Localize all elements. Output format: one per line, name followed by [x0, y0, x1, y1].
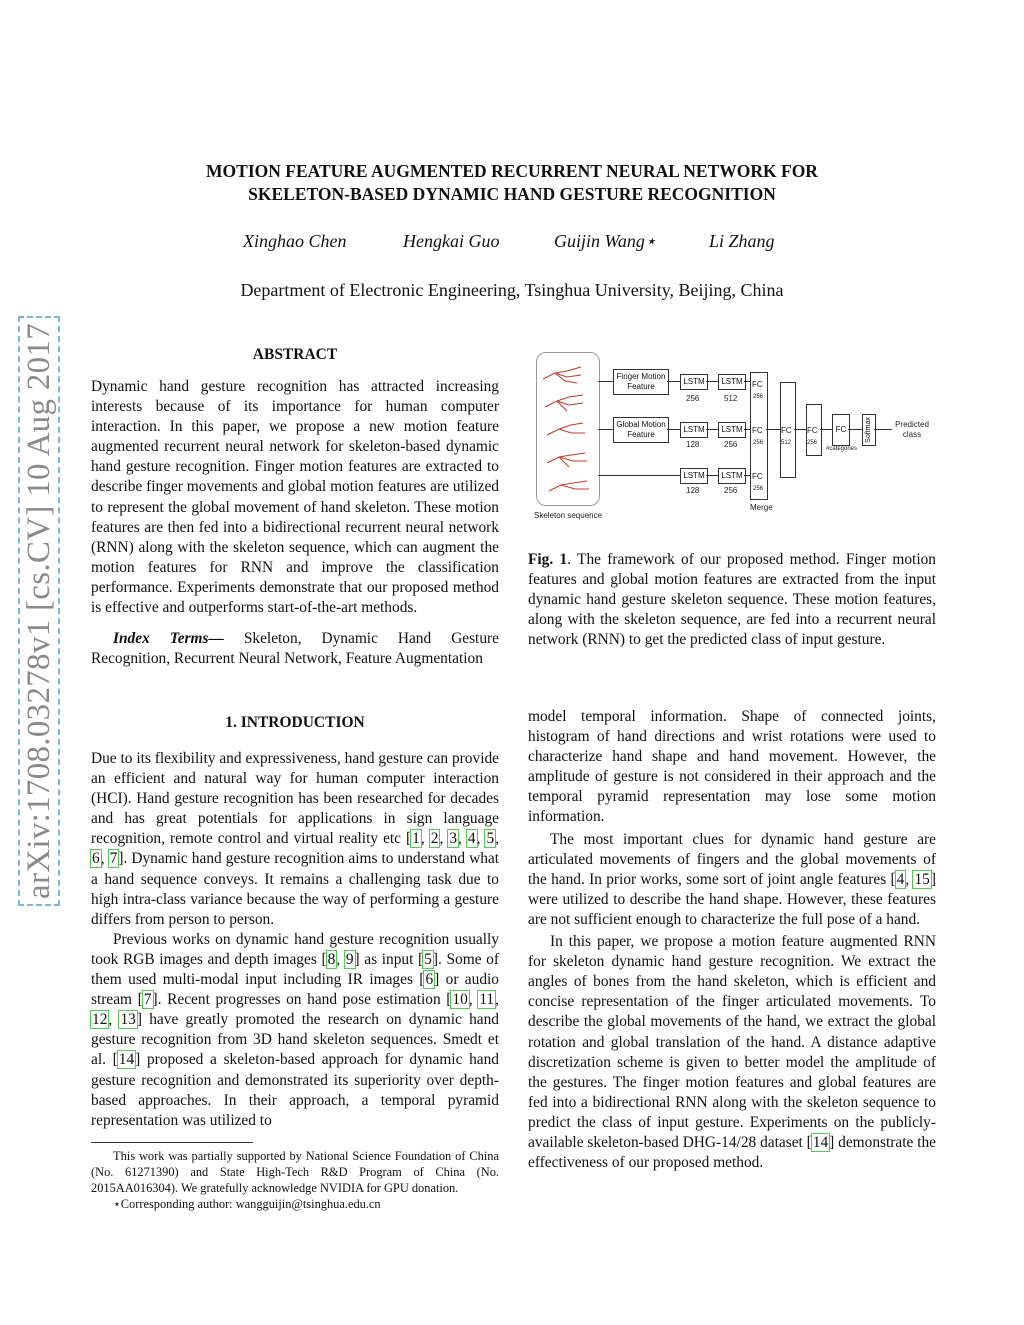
index-terms-label: Index Terms— [113, 630, 224, 648]
intro-heading: 1. INTRODUCTION [225, 714, 365, 731]
skeleton-hand-icons [537, 353, 599, 505]
citation-link[interactable]: 4 [896, 870, 905, 888]
connector [820, 429, 832, 430]
author-2: Hengkai Guo [403, 231, 500, 251]
citation-link[interactable]: 3 [449, 830, 458, 848]
softmax-box [862, 414, 876, 446]
unit-label: 256 [724, 486, 738, 495]
lstm-box: LSTM [718, 422, 746, 438]
unit-label: 256 [807, 440, 818, 446]
intro-paragraph-3: model temporal information. Shape of connected joints, histogram of hand directions and wrist rotations were used to characterize hand shape and hand movement. However, the amplitude of gesture is not considered in their approach and the temporal pyramid representation may lose some motion information. [528, 708, 936, 826]
fc-label: FC [752, 380, 763, 389]
skeleton-sequence-panel [536, 352, 600, 506]
intro-p4-text-a: The most important clues for dynamic hand gesture are articulated movements of fingers and the global movements of the hand. In prior works, some sort of joint angle features [ [528, 830, 936, 888]
citation-link[interactable]: 5 [486, 830, 495, 848]
intro-paragraph-5 [528, 932, 936, 1173]
connector [598, 475, 680, 476]
lstm-box: LSTM [680, 468, 708, 484]
intro-p5-text-a: In this paper, we propose a motion feature augmented RNN for skeleton dynamic hand gesture recognition. We extract the angles of bones from the hand skeleton, which is efficient and concise representation of the finger articulated movements. To describe the global movements of the hand, we extract the global rotation and global translation of the hand. A distance adaptive discretization scheme is given to better model the amplitude of the gestures. The finger motion features and global features are fed into a bidirectional RNN along with the skeleton sequence to predict the class of input gesture. Experiments on the publicly-available skeleton-based DHG-14/28 dataset [ [528, 933, 936, 1151]
caption-body: . The framework of our proposed method. Finger motion features and global motion features are extracted from the input dynamic hand gesture skeleton sequence. These motion features, along with the skeleton sequence, are fed into a recurrent neural network (RNN) to get the predicted class of input gesture. [528, 551, 937, 649]
citation-link[interactable]: 9 [345, 950, 354, 968]
footnotes [91, 1142, 499, 1212]
fc-label: FC [781, 426, 792, 435]
author-list [0, 231, 1024, 255]
merge-label: Merge [750, 503, 773, 512]
caption-label: Fig. 1 [528, 551, 568, 568]
title-line-2: SKELETON-BASED DYNAMIC HAND GESTURE RECOGNITION [248, 184, 776, 204]
unit-label: 512 [781, 440, 792, 446]
intro-p2-text-b: ] as input [ [354, 950, 424, 968]
unit-label: 256 [753, 394, 764, 400]
unit-label: 256 [686, 394, 700, 403]
intro-paragraph-1: Due to its flexibility and expressiveness, hand gesture can provide an efficient and natural way for human computer interaction (HCI). Hand gesture recognition has been researched for decades and has great potentials for applications in sign language recognition, remote control and virtual reality etc [1, 2, 3, 4, 5, 6, 7]. Dynamic hand gesture recognition aims to understand what a hand sequence conveys. It remains a challenging task due to high intra-class variance because the way of performing a gesture differs from person to person. [91, 750, 500, 928]
connector [598, 381, 613, 382]
intro-p2-text-e: ]. Recent progresses on hand pose estimation [ [152, 991, 452, 1009]
intro-p2-text-a: Previous works on dynamic hand gesture recognition usually took RGB images and depth images [ [91, 930, 499, 968]
citation-link[interactable]: 6 [425, 971, 434, 989]
unit-label: 128 [686, 440, 700, 449]
citation-link[interactable]: 11 [479, 991, 495, 1009]
citation-link[interactable]: 1 [412, 830, 420, 848]
intro-p2-text-g: ] proposed a skeleton-based approach for dynamic hand gesture recognition and demonstrated its superiority over depth-based approaches. In their approach, a temporal pyramid representation was utilized to [91, 1051, 499, 1129]
citation-link[interactable]: 12 [92, 1011, 108, 1029]
citation-link[interactable]: 10 [452, 991, 468, 1009]
footnote-funding: This work was partially supported by National Science Foundation of China (No. 61271390) and State High-Tech R&D Program of China (No. 2015AA016304). We gratefully acknowledge NVIDIA for GPU donation. [91, 1149, 499, 1195]
intro-p1-text-b: ]. Dynamic hand gesture recognition aims to understand what a hand sequence conveys. It remains a challenging task due to high intra-class variance because the way of performing a gesture differs from person to person. [91, 850, 500, 928]
arxiv-stamp: arXiv:1708.03278v1 [cs.CV] 10 Aug 2017 [16, 314, 62, 908]
abstract-section [91, 346, 499, 669]
intro-p2-text-d: ] or audio stream [ [91, 971, 499, 1009]
intro-p2-text-c: ]. Some of them used multi-modal input including IR images [ [91, 950, 499, 989]
footnote-corresponding: ⋆Corresponding author: wangguijin@tsinghua.edu.cn [113, 1197, 381, 1211]
citation-link[interactable]: 5 [424, 950, 432, 968]
fc-label: FC [752, 426, 763, 435]
categories-label: #categories [826, 446, 858, 452]
figure-1-framework [528, 342, 940, 528]
fc-label: FC [807, 426, 818, 435]
finger-motion-feature-box: Finger Motion Feature [613, 369, 669, 395]
citation-link[interactable]: 7 [143, 991, 152, 1009]
global-motion-feature-box: Global Motion Feature [613, 417, 669, 443]
intro-p4-text-b: ] were utilized to describe the hand shape. However, these features are not sufficient enough to characterize the full pose of a hand. [528, 870, 936, 928]
connector [794, 429, 806, 430]
citation-link[interactable]: 7 [109, 850, 118, 868]
author-4: Li Zhang [709, 231, 775, 251]
unit-label: 256 [753, 486, 764, 492]
connector [706, 429, 718, 430]
author-3: Guijin Wang⋆ [554, 231, 657, 251]
author-1: Xinghao Chen [243, 231, 347, 251]
citation-link[interactable]: 2 [430, 830, 439, 848]
lstm-box: LSTM [680, 374, 708, 390]
abstract-text: Dynamic hand gesture recognition has attracted increasing interests because of its importance for human computer interaction. In this paper, we propose a new motion feature augmented recurrent neural network for skeleton-based dynamic hand gesture recognition. Finger motion features are extracted to describe finger movements and global motion features are utilized to represent the global movement of hand skeleton. These motion features are then fed into a bidirectional recurrent neural network (RNN) along with the skeleton sequence, which can augment the motion features for RNN and improve the classification performance. Experiments demonstrate that our proposed method is effective and outperforms start-of-the-art methods. [91, 378, 499, 617]
intro-p1-text-a: Due to its flexibility and expressiveness, hand gesture can provide an efficient and natural way for human computer interaction (HCI). Hand gesture recognition has been researched for decades and has great potentials for applications in sign language recognition, remote control and virtual reality etc [ [91, 750, 499, 848]
connector [667, 381, 680, 382]
unit-label: 512 [724, 394, 738, 403]
connector [766, 429, 780, 430]
citation-link[interactable]: 4 [467, 830, 476, 848]
intro-right-column [528, 707, 936, 1173]
citation-link[interactable]: 13 [120, 1011, 136, 1029]
softmax-label: Softmax [865, 417, 872, 443]
skeleton-sequence-label: Skeleton sequence [534, 511, 603, 520]
citation-link[interactable]: 14 [812, 1133, 829, 1151]
lstm-box: LSTM [680, 422, 708, 438]
predicted-class-label: Predicted class [895, 420, 929, 439]
affiliation: Department of Electronic Engineering, Tsinghua University, Beijing, China [240, 280, 784, 300]
abstract-heading: ABSTRACT [252, 346, 338, 363]
intro-paragraph-2: Previous works on dynamic hand gesture recognition usually took RGB images and depth images [8, 9] as input [5]. Some of them used multi-modal input including IR images [6] or audio stream [7]. Recent progresses on hand pose estimation [10, 11, 12, 13] have greatly promoted the research on dynamic hand gesture recognition from 3D hand skeleton sequences. Smedt et al. [14] proposed a skeleton-based approach for dynamic hand gesture recognition and demonstrated its superiority over depth-based approaches. In their approach, a temporal pyramid representation was utilized to [91, 930, 499, 1129]
lstm-box: LSTM [718, 468, 746, 484]
intro-paragraph-4: The most important clues for dynamic hand gesture are articulated movements of fingers and the global movements of the hand. In prior works, some sort of joint angle features [4, 15] were utilized to describe the hand shape. However, these features are not sufficient enough to characterize the full pose of a hand. [528, 830, 936, 928]
citation-link[interactable]: 6 [92, 850, 100, 868]
citation-link[interactable]: 15 [914, 870, 930, 888]
citation-link[interactable]: 14 [118, 1051, 135, 1069]
figure-1-caption [528, 550, 936, 650]
lstm-box: LSTM [718, 374, 746, 390]
connector [706, 475, 718, 476]
intro-p2-text-f: ] have greatly promoted the research on dynamic hand gesture recognition from 3D hand skeleton sequences. Smedt et al. [ [91, 1011, 499, 1069]
title-line-1: MOTION FEATURE AUGMENTED RECURRENT NEURAL NETWORK FOR [206, 161, 818, 181]
caption-text [528, 550, 936, 650]
intro-p5-text-b: ] demonstrate the effectiveness of our proposed method. [528, 1133, 937, 1172]
connector [706, 381, 718, 382]
unit-label: 256 [724, 440, 738, 449]
citation-link[interactable]: 8 [327, 950, 336, 968]
fc-categories-box: FC [832, 414, 850, 446]
index-terms-text: Skeleton, Dynamic Hand Gesture Recognition, Recurrent Neural Network, Feature Augmentation [91, 630, 499, 668]
connector [598, 429, 613, 430]
connector [848, 429, 862, 430]
paper-title [110, 160, 914, 206]
connector [667, 429, 680, 430]
introduction-section [91, 714, 499, 1131]
unit-label: 128 [686, 486, 700, 495]
unit-label: 256 [753, 440, 764, 446]
fc-label: FC [752, 472, 763, 481]
footnote-rule [91, 1142, 253, 1143]
index-terms [91, 629, 499, 669]
